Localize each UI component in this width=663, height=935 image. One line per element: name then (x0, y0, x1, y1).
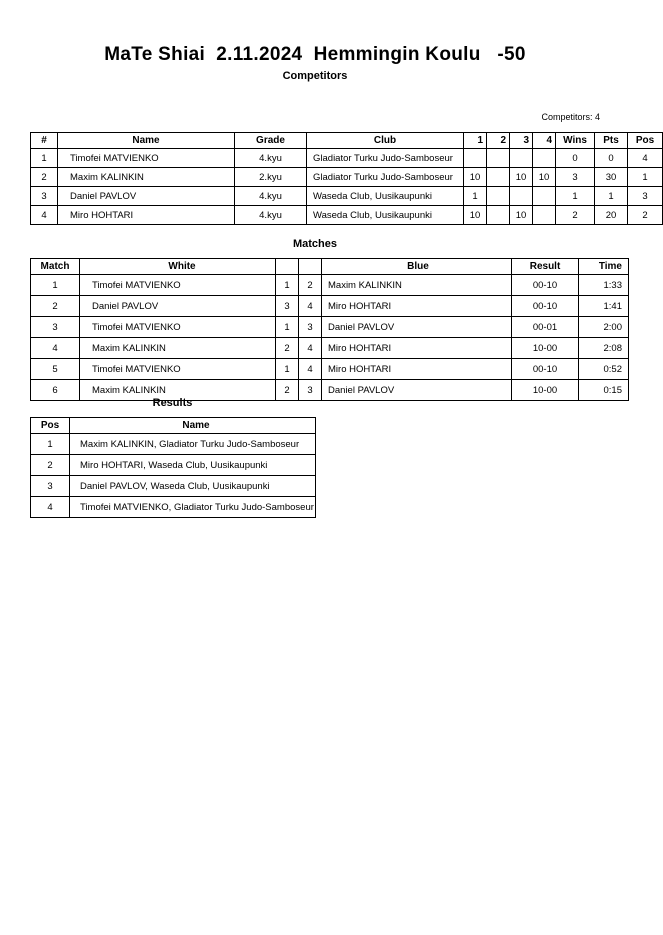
competitor-number: 1 (31, 149, 58, 168)
competitor-score-1: 10 (464, 168, 487, 187)
competitor-name: Miro HOHTARI (58, 206, 235, 225)
result-pos: 2 (31, 455, 70, 476)
competitor-wins: 1 (556, 187, 595, 206)
competitors-table (30, 132, 663, 225)
match-result: 10-00 (512, 338, 579, 359)
table-row (31, 206, 663, 225)
result-name: Daniel PAVLOV, Waseda Club, Uusikaupunki (70, 476, 316, 497)
match-white-number: 2 (276, 338, 299, 359)
competitor-pts: 20 (595, 206, 628, 225)
column-header-number: # (31, 133, 58, 149)
match-blue-number: 4 (299, 296, 322, 317)
table-row (31, 338, 629, 359)
match-time: 2:00 (579, 317, 629, 338)
match-blue-name: Miro HOHTARI (322, 338, 512, 359)
column-header-blue-number (299, 259, 322, 275)
table-row (31, 434, 316, 455)
competitor-score-3: 10 (510, 206, 533, 225)
table-row (31, 168, 663, 187)
table-row (31, 497, 316, 518)
competitors-section-label: Competitors (282, 70, 348, 82)
result-pos: 3 (31, 476, 70, 497)
column-header-opponent-1: 1 (464, 133, 487, 149)
match-result: 00-10 (512, 275, 579, 296)
match-number: 1 (31, 275, 80, 296)
table-row (31, 187, 663, 206)
competitor-score-4: 10 (533, 168, 556, 187)
table-row (31, 476, 316, 497)
competitor-name: Daniel PAVLOV (58, 187, 235, 206)
competitor-score-4 (533, 149, 556, 168)
match-white-number: 1 (276, 317, 299, 338)
column-header-club: Club (307, 133, 464, 149)
competitor-name: Timofei MATVIENKO (58, 149, 235, 168)
competitor-score-2 (487, 206, 510, 225)
column-header-white: White (80, 259, 276, 275)
table-row (31, 359, 629, 380)
competitor-club: Gladiator Turku Judo-Samboseur (307, 149, 464, 168)
match-time: 1:33 (579, 275, 629, 296)
match-blue-number: 3 (299, 317, 322, 338)
column-header-match: Match (31, 259, 80, 275)
results-table (30, 417, 316, 518)
column-header-result: Result (512, 259, 579, 275)
match-blue-name: Miro HOHTARI (322, 359, 512, 380)
match-time: 0:15 (579, 380, 629, 401)
match-white-name: Maxim KALINKIN (80, 338, 276, 359)
competitor-grade: 2.kyu (235, 168, 307, 187)
match-blue-number: 2 (299, 275, 322, 296)
column-header-wins: Wins (556, 133, 595, 149)
table-row (31, 275, 629, 296)
result-pos: 4 (31, 497, 70, 518)
column-header-time: Time (579, 259, 629, 275)
competitor-club: Waseda Club, Uusikaupunki (307, 187, 464, 206)
match-blue-number: 3 (299, 380, 322, 401)
competitor-grade: 4.kyu (235, 187, 307, 206)
competitors-header-row (31, 133, 663, 149)
match-blue-number: 4 (299, 359, 322, 380)
column-header-name: Name (58, 133, 235, 149)
column-header-pos: Pos (31, 418, 70, 434)
results-section-label: Results (152, 397, 193, 409)
result-pos: 1 (31, 434, 70, 455)
competitors-count: Competitors: 4 (541, 112, 600, 122)
match-blue-name: Miro HOHTARI (322, 296, 512, 317)
column-header-opponent-3: 3 (510, 133, 533, 149)
competitor-pts: 0 (595, 149, 628, 168)
match-white-name: Timofei MATVIENKO (80, 359, 276, 380)
match-white-number: 1 (276, 275, 299, 296)
competitor-name: Maxim KALINKIN (58, 168, 235, 187)
competitor-pos: 3 (628, 187, 663, 206)
matches-header-row (31, 259, 629, 275)
competitor-score-1: 10 (464, 206, 487, 225)
competitor-grade: 4.kyu (235, 206, 307, 225)
match-time: 0:52 (579, 359, 629, 380)
match-white-name: Timofei MATVIENKO (80, 275, 276, 296)
competitor-number: 3 (31, 187, 58, 206)
column-header-name: Name (70, 418, 316, 434)
match-blue-name: Daniel PAVLOV (322, 317, 512, 338)
match-time: 1:41 (579, 296, 629, 317)
column-header-pts: Pts (595, 133, 628, 149)
competitor-score-4 (533, 206, 556, 225)
result-name: Timofei MATVIENKO, Gladiator Turku Judo-Samboseur (70, 497, 316, 518)
matches-section-label: Matches (292, 238, 338, 250)
competitor-score-2 (487, 187, 510, 206)
competitor-club: Gladiator Turku Judo-Samboseur (307, 168, 464, 187)
match-result: 00-10 (512, 296, 579, 317)
match-number: 2 (31, 296, 80, 317)
competitor-pos: 4 (628, 149, 663, 168)
match-blue-number: 4 (299, 338, 322, 359)
competitor-grade: 4.kyu (235, 149, 307, 168)
competitor-score-2 (487, 149, 510, 168)
competitor-score-1 (464, 149, 487, 168)
result-name: Miro HOHTARI, Waseda Club, Uusikaupunki (70, 455, 316, 476)
match-number: 5 (31, 359, 80, 380)
match-white-name: Daniel PAVLOV (80, 296, 276, 317)
competitor-score-3: 10 (510, 168, 533, 187)
competitor-wins: 0 (556, 149, 595, 168)
competitor-pos: 1 (628, 168, 663, 187)
match-number: 4 (31, 338, 80, 359)
competitor-wins: 2 (556, 206, 595, 225)
competitor-score-2 (487, 168, 510, 187)
match-white-name: Maxim KALINKIN (80, 380, 276, 401)
match-white-number: 3 (276, 296, 299, 317)
match-number: 3 (31, 317, 80, 338)
competitor-number: 4 (31, 206, 58, 225)
competitor-score-3 (510, 187, 533, 206)
results-header-row (31, 418, 316, 434)
competitor-score-3 (510, 149, 533, 168)
column-header-grade: Grade (235, 133, 307, 149)
match-blue-name: Daniel PAVLOV (322, 380, 512, 401)
table-row (31, 455, 316, 476)
match-time: 2:08 (579, 338, 629, 359)
column-header-pos: Pos (628, 133, 663, 149)
competitor-pos: 2 (628, 206, 663, 225)
page-title: MaTe Shiai 2.11.2024 Hemmingin Koulu -50 (104, 44, 526, 65)
match-white-number: 2 (276, 380, 299, 401)
match-result: 00-10 (512, 359, 579, 380)
match-blue-name: Maxim KALINKIN (322, 275, 512, 296)
column-header-white-number (276, 259, 299, 275)
column-header-opponent-2: 2 (487, 133, 510, 149)
match-number: 6 (31, 380, 80, 401)
competitor-wins: 3 (556, 168, 595, 187)
column-header-opponent-4: 4 (533, 133, 556, 149)
tournament-sheet (0, 44, 655, 935)
table-row (31, 296, 629, 317)
matches-table (30, 258, 629, 401)
table-row (31, 317, 629, 338)
competitor-club: Waseda Club, Uusikaupunki (307, 206, 464, 225)
match-white-number: 1 (276, 359, 299, 380)
competitor-score-1: 1 (464, 187, 487, 206)
competitor-number: 2 (31, 168, 58, 187)
table-row (31, 149, 663, 168)
result-name: Maxim KALINKIN, Gladiator Turku Judo-Samboseur (70, 434, 316, 455)
competitor-pts: 1 (595, 187, 628, 206)
match-result: 00-01 (512, 317, 579, 338)
match-result: 10-00 (512, 380, 579, 401)
match-white-name: Timofei MATVIENKO (80, 317, 276, 338)
column-header-blue: Blue (322, 259, 512, 275)
competitor-pts: 30 (595, 168, 628, 187)
competitor-score-4 (533, 187, 556, 206)
